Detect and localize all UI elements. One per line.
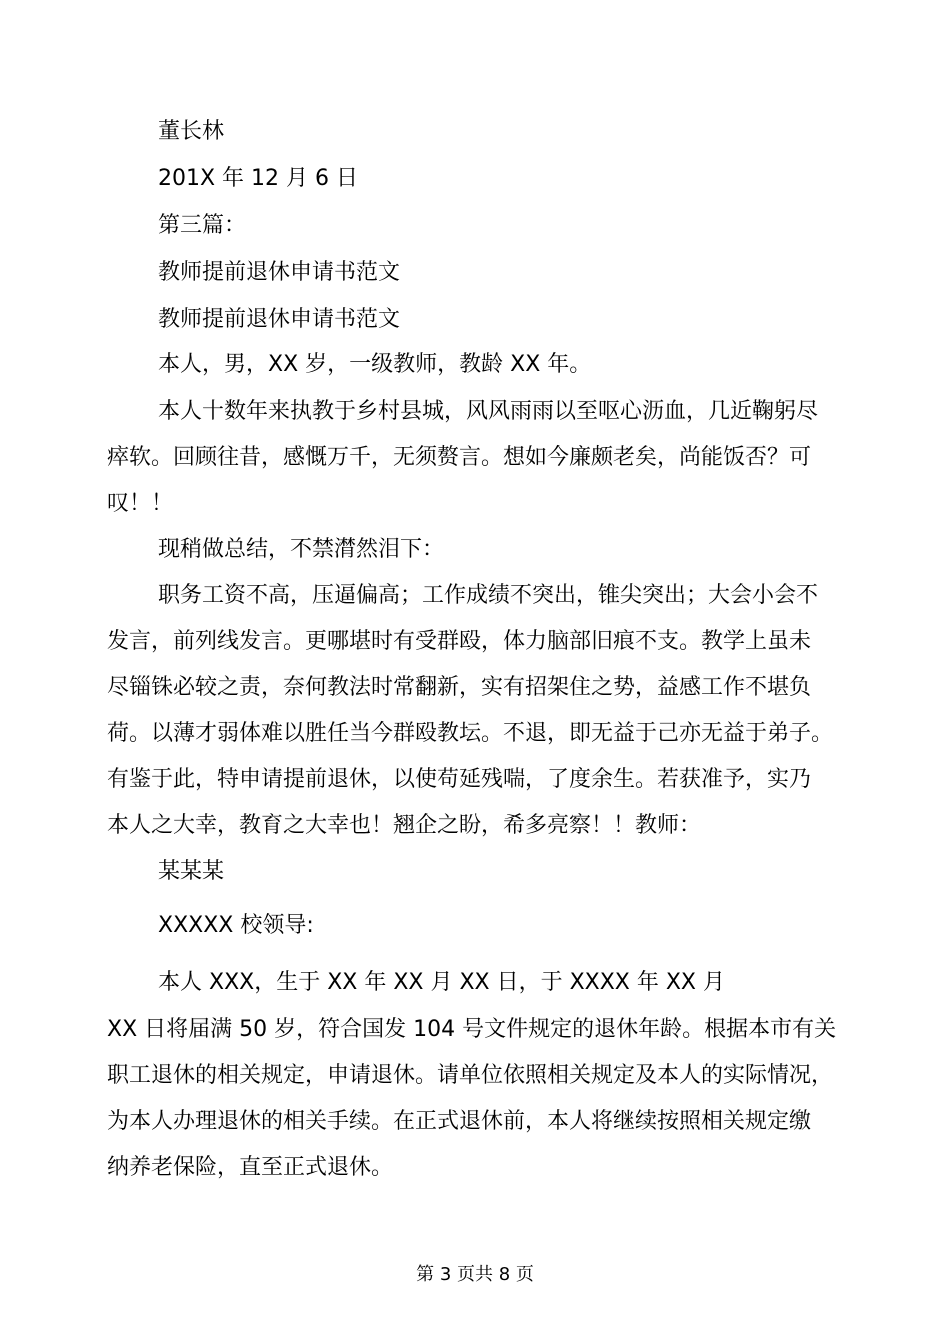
paragraph-line: 职务工资不高，压逼偏高；工作成绩不突出，锥尖突出；大会小会不 <box>158 583 819 608</box>
paragraph-line: 现稍做总结，不禁潸然泪下： <box>158 537 445 562</box>
paragraph-line: 本人之大幸，教育之大幸也！翘企之盼，希多亮察！！教师： <box>107 813 702 838</box>
section-heading: 第三篇： <box>158 213 247 238</box>
paragraph-line: 发言，前列线发言。更哪堪时有受群殴，体力脑部旧痕不支。教学上虽未 <box>107 629 812 654</box>
paragraph-line: 职工退休的相关规定，申请退休。请单位依照相关规定及本人的实际情况， <box>107 1063 834 1088</box>
signer-name: 某某某 <box>158 859 225 884</box>
paragraph-line: 荷。以薄才弱体难以胜任当今群殴教坛。不退，即无益于己亦无益于弟子。 <box>107 721 834 746</box>
signature-date: 201X 年 12 月 6 日 <box>158 166 359 191</box>
paragraph-line: 本人 XXX，生于 XX 年 XX 月 XX 日，于 XXXX 年 XX 月 <box>158 970 725 995</box>
document-title-repeat: 教师提前退休申请书范文 <box>158 307 401 332</box>
paragraph-line: 本人十数年来执教于乡村县城，风风雨雨以至呕心沥血，几近鞠躬尽 <box>158 399 819 424</box>
salutation: XXXXX 校领导: <box>158 913 314 938</box>
paragraph-line: 为本人办理退休的相关手续。在正式退休前，本人将继续按照相关规定缴 <box>107 1109 812 1134</box>
intro-line: 本人，男，XX 岁，一级教师，教龄 XX 年。 <box>158 352 592 377</box>
paragraph-line: 纳养老保险，直至正式退休。 <box>107 1155 394 1180</box>
paragraph-line: 瘁软。回顾往昔，感慨万千，无须赘言。想如今廉颇老矣，尚能饭否？可 <box>107 445 812 470</box>
page-number: 第 3 页共 8 页 <box>416 1264 534 1285</box>
paragraph-line: 尽锱铢必较之责，奈何教法时常翻新，实有招架住之势，益感工作不堪负 <box>107 675 812 700</box>
paragraph-line: 有鉴于此，特申请提前退休，以使苟延残喘，了度余生。若获准予，实乃 <box>107 767 812 792</box>
paragraph-line: XX 日将届满 50 岁，符合国发 104 号文件规定的退休年龄。根据本市有关 <box>107 1017 837 1042</box>
signature-name: 董长林 <box>158 119 225 144</box>
document-title: 教师提前退休申请书范文 <box>158 260 401 285</box>
paragraph-line: 叹！！ <box>107 491 174 516</box>
